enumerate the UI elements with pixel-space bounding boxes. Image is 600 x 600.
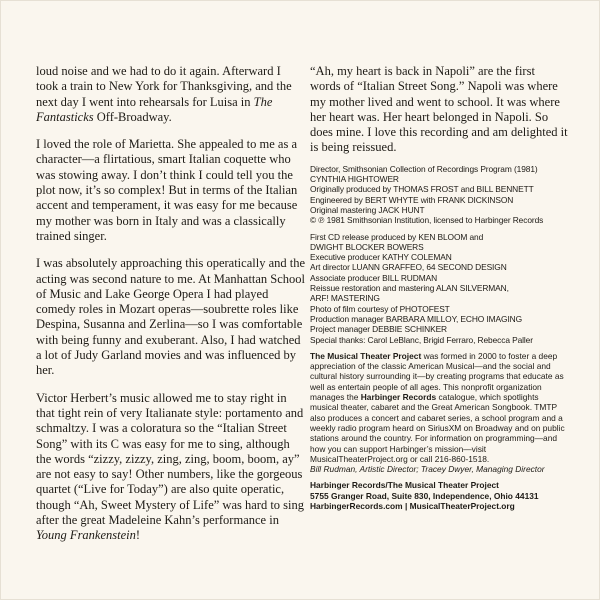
credit-line: Project manager DEBBIE SCHINKER [310,324,447,335]
address-block [310,480,568,511]
credit-line: Originally produced by THOMAS FROST and BILL BENNETT [310,184,534,195]
right-column [310,64,568,511]
show-title-fantasticks: The Fantasticks [36,94,273,124]
special-thanks-line: Special thanks: Carol LeBlanc, Brigid Ferraro, Rebecca Paller [310,334,533,345]
credit-line: Reissue restoration and mastering ALAN SILVERMAN, [310,283,509,294]
credit-line: CYNTHIA HIGHTOWER [310,174,399,185]
label-name: Harbinger Records [360,392,437,403]
credits-original-release [310,164,568,226]
credit-line: First CD release produced by KEN BLOOM and [310,231,484,242]
credit-line: Photo of film courtesy of PHOTOFEST [310,303,450,314]
paragraph-marietta: I loved the role of Marietta. She appealed to me as a character—a flirtatious, smart Italian coquette who was stowing away. I don’t think I could tell you the plot now, it’s so complex! But in terms of the Italian accent and temperament, it was easy for me because my mother was born in Italy and was a classically trained singer. [36,137,298,243]
left-column [36,64,306,556]
paragraph-operatic: I was absolutely approaching this operatically and the acting was second nature to me. At Manhattan School of Music and Lake George Opera I had played comedy roles in Mozart operas—soubrette roles like Despina, Susanna and Zerlina—so I was comfortable with being funny and exuberant. Also, I had watched a lot of Judy Garland movies and was influenced by her. [36,256,306,378]
credit-line: Art director LUANN GRAFFEO, 64 SECOND DESIGN [310,262,507,273]
credits [310,164,568,345]
organization-name: The Musical Theater Project [310,350,422,361]
credit-line: ARF! MASTERING [310,293,380,304]
signoff: Bill Rudman, Artistic Director; Tracey Dwyer, Managing Director [310,464,545,475]
website-line: HarbingerRecords.com | MusicalTheaterProject.org [310,500,515,511]
paragraph-victor-herbert: Victor Herbert’s music allowed me to stay right in that tight rein of very Italianate style: portamento and schmaltzy. I was a coloratura so the “Italian Street Song” with its C was easy for me to sing, although the words “zizzy, zizzy, zing, zing, boom, boom, ay” are not easy to say! Other numbers, like the gorgeous quartet (“Live for Today”) are also quite operatic, though “Ah, Sweet Mystery of Life” was hard to sing after the great Madeleine Kahn’s performance in Young Frankenstein! [36,390,304,543]
credit-line: Director, Smithsonian Collection of Recordings Program (1981) [310,163,538,174]
about-organization: The Musical Theater Project was formed in 2000 to foster a deep appreciation of the classic American Musical—and the social and cultural history surrounding it—by creating programs that educate as well as entertain people of all ages. This nonprofit organization manages the Harbinger Records catalogue, which spotlights musical theater, cabaret and the Great American Songbook. TMTP also produces a concert and cabaret series, a school program and a weekly radio program heard on SiriusXM on Broadway and on public stations around the country. For information on programming—and how you can support Harbinger’s mission—visit MusicalTheaterProject.org or call 216-860-1518. Bill Rudman, Artistic Director; Tracey Dwyer, Managing Director [310,350,565,475]
copyright-line: © ℗ 1981 Smithsonian Institution, licensed to Harbinger Records [310,215,544,226]
paragraph-fantasticks: loud noise and we had to do it again. Afterward I took a train to New York for Thanksgiving, and the next day I went into rehearsals for Luisa in The Fantasticks Off-Broadway. [36,64,292,124]
credit-line: Executive producer KATHY COLEMAN [310,252,452,263]
address-line: 5755 Granger Road, Suite 830, Independence, Ohio 44131 [310,490,539,501]
credit-line: Production manager BARBARA MILLOY, ECHO IMAGING [310,313,523,324]
credit-line: Original mastering JACK HUNT [310,204,425,215]
paragraph-napoli: “Ah, my heart is back in Napoli” are the first words of “Italian Street Song.” Napoli was where my mother lived and went to school. It was where her heart was. Her heart belonged in Napoli. So does mine. I love this recording and am delighted it is being reissued. [310,64,568,155]
credit-line: DWIGHT BLOCKER BOWERS [310,241,424,252]
address-line: Harbinger Records/The Musical Theater Project [310,480,499,491]
film-title-young-frankenstein: Young Frankenstein [36,528,136,543]
credits-cd-release [310,232,568,345]
credit-line: Associate producer BILL RUDMAN [310,272,438,283]
credit-line: Engineered by BERT WHYTE with FRANK DICKINSON [310,194,514,205]
